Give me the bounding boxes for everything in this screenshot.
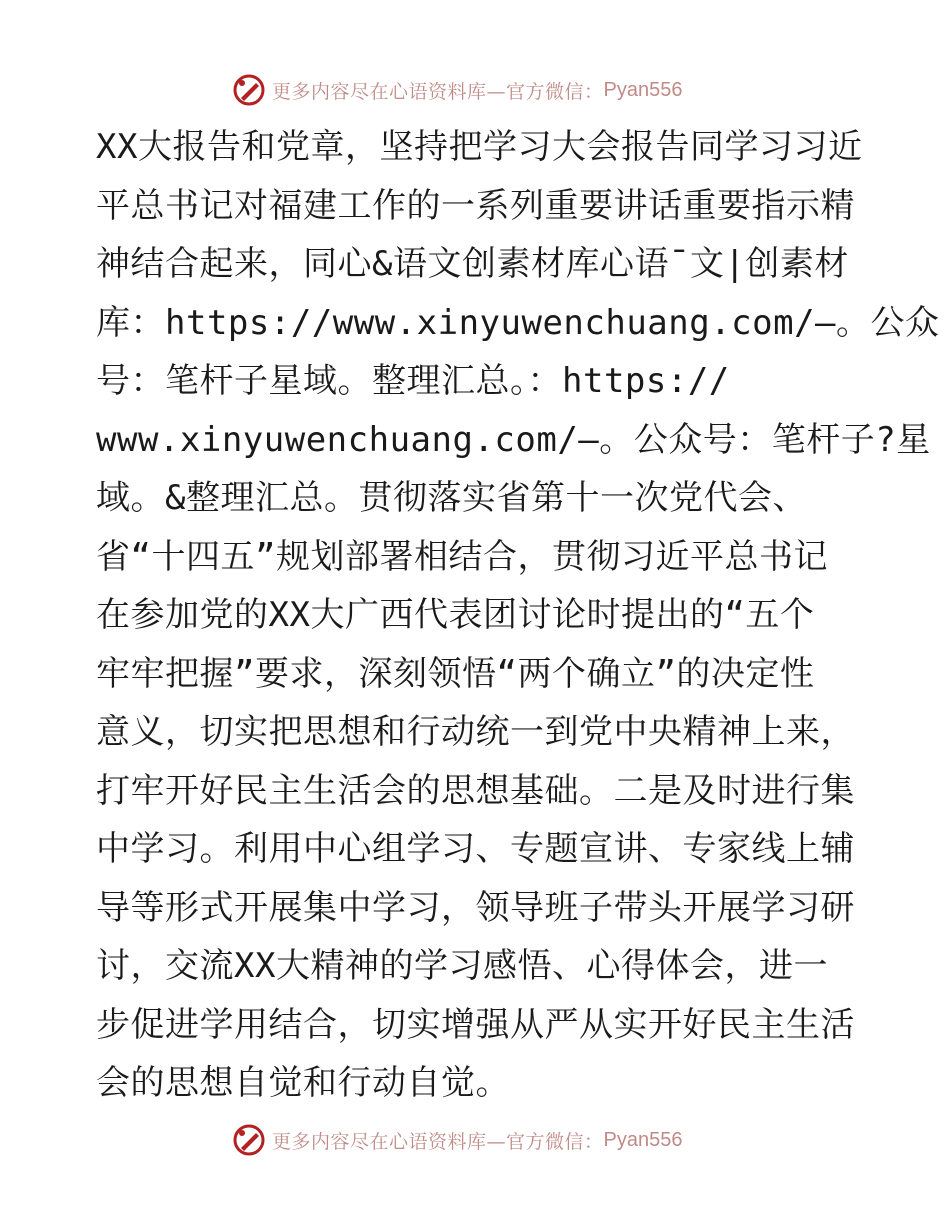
body-line: 神结合起来，同心&语文创素材库心语¯文|创素材 bbox=[96, 244, 849, 284]
header-watermark bbox=[232, 70, 712, 110]
body-line: 中学习。利用中心组学习、专题宣讲、专家线上辅 bbox=[96, 829, 855, 869]
body-line: 步促进学用结合，切实增强从严从实开好民主生活 bbox=[96, 1004, 855, 1045]
logo-icon bbox=[232, 73, 266, 107]
body-line: 域。&整理汇总。贯彻落实省第十一次党代会、 bbox=[96, 478, 807, 518]
body-line: 讨，交流XX大精神的学习感悟、心得体会，进一 bbox=[96, 946, 828, 986]
document-body bbox=[96, 118, 940, 1113]
body-line: 会的思想自觉和行动自觉。 bbox=[96, 1063, 510, 1103]
logo-icon bbox=[232, 1123, 266, 1157]
body-line: 导等形式开展集中学习，领导班子带头开展学习研 bbox=[96, 887, 855, 928]
body-line: 在参加党的XX大广西代表团讨论时提出的“五个 bbox=[96, 595, 815, 635]
body-line: 平总书记对福建工作的一系列重要讲话重要指示精 bbox=[96, 185, 855, 226]
body-line: 号：笔杆子星域。整理汇总。：https:// bbox=[96, 361, 730, 401]
footer-watermark bbox=[232, 1120, 712, 1160]
watermark-text: 更多内容尽在心语资料库—官方微信： bbox=[272, 80, 604, 103]
body-line: 打牢开好民主生活会的思想基础。二是及时进行集 bbox=[96, 770, 855, 811]
body-line: 意义，切实把思想和行动统一到党中央精神上来， bbox=[96, 712, 855, 752]
body-line: www.xinyuwenchuang.com/—。公众号：笔杆子?星 bbox=[96, 419, 931, 460]
watermark-wechat-id: Pyan556 bbox=[603, 78, 683, 101]
watermark-text: 更多内容尽在心语资料库—官方微信： bbox=[272, 1130, 604, 1153]
body-line: 库：https://www.xinyuwenchuang.com/—。公众 bbox=[96, 302, 940, 343]
body-line: 牢牢把握”要求，深刻领悟“两个确立”的决定性 bbox=[96, 653, 815, 694]
body-line: 省“十四五”规划部署相结合，贯彻习近平总书记 bbox=[96, 536, 828, 577]
watermark-wechat-id: Pyan556 bbox=[603, 1128, 683, 1151]
body-line: XX大报告和党章，坚持把学习大会报告同学习习近 bbox=[96, 127, 863, 167]
